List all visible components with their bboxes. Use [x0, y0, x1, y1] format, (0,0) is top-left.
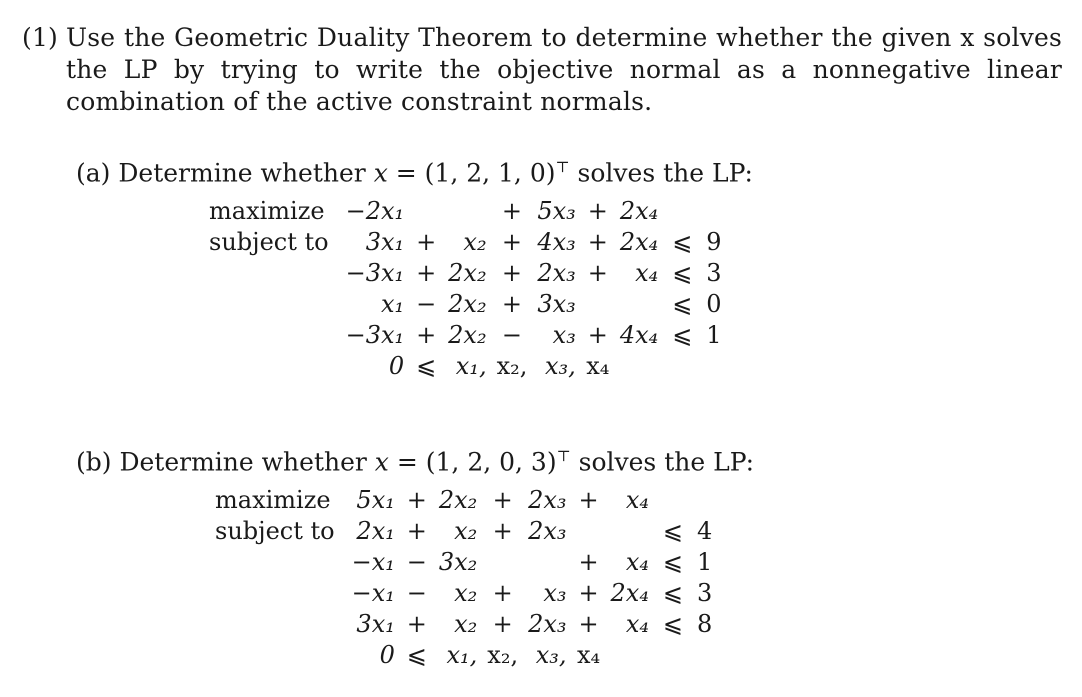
problem-number: (1)	[22, 23, 59, 52]
part-a-lp-cell: ⩽	[672, 228, 693, 256]
part-a-lp-cell	[204, 258, 341, 289]
part-a-lp-cell: 2x₂	[448, 259, 487, 287]
part-b-lp	[210, 485, 717, 671]
part-a-lp-cell: −3x₁	[345, 321, 405, 349]
part-a-lp-cell	[615, 351, 663, 382]
part-b-lp-cell: −	[406, 579, 427, 607]
part-a-lp-cell: 2x₃	[537, 259, 576, 287]
part-b-lp-cell: x₄	[625, 610, 649, 638]
part-b-suffix: solves the LP:	[578, 447, 755, 477]
part-b-lp-cell: −x₁	[351, 579, 395, 607]
part-b-lp-cell: +	[406, 486, 427, 514]
part-a-lp-cell	[663, 196, 701, 227]
part-b-lp-cell: +	[492, 579, 513, 607]
part-b-lp-cell: +	[406, 610, 427, 638]
part-a-lp-cell: +	[416, 321, 437, 349]
part-a-lp-cell: 0	[706, 290, 722, 318]
part-b-lp-cell: ⩽	[662, 610, 684, 638]
part-a-lp-row	[204, 227, 727, 258]
part-b-lp-cell: +	[492, 517, 513, 545]
part-a-lp-cell	[204, 289, 341, 320]
part-b-lp-cell: 2x₂	[438, 486, 478, 514]
part-b-lp-cell	[523, 547, 571, 578]
part-b-lp-cell	[482, 547, 523, 578]
part-b-lp-cell: x₄	[625, 486, 649, 514]
part-b-lp-cell: x₂,	[487, 641, 519, 669]
part-a-transpose: ⊤	[555, 158, 570, 176]
part-b-lp-cell: −	[406, 548, 427, 576]
part-a-lp-cell: x₄	[586, 352, 610, 380]
part-b-lp-cell	[572, 516, 606, 547]
part-b-lp-cell: +	[578, 548, 599, 576]
part-b-lp-cell: 3x₁	[356, 610, 395, 638]
part-a-prefix: Determine whether	[118, 158, 366, 188]
part-b-lp-cell: x₃	[543, 579, 567, 607]
part-b-lp-cell: x₂	[454, 579, 478, 607]
part-b-lp-cell: 1	[696, 548, 713, 576]
part-a-lp-cell: 4x₃	[537, 228, 576, 256]
part-a-lp-cell: x₁,	[455, 352, 487, 380]
part-a-lp-cell: 3x₁	[365, 228, 405, 256]
part-b-lp-cell: +	[492, 610, 513, 638]
part-a-var: x	[373, 158, 388, 188]
part-b-lp-row	[210, 640, 717, 671]
part-b-heading	[76, 441, 754, 477]
part-a-lp-cell: subject to	[209, 228, 329, 256]
part-a-lp-cell: 5x₃	[537, 197, 576, 225]
part-b-lp-cell: 2x₄	[610, 579, 649, 607]
part-b-lp-cell: x₁,	[446, 641, 478, 669]
part-a-lp-cell: maximize	[209, 197, 325, 225]
part-a-suffix: solves the LP:	[577, 158, 753, 188]
part-b-lp-cell: 8	[696, 610, 713, 638]
part-a-lp-row	[204, 258, 727, 289]
part-b-lp-cell: maximize	[215, 486, 331, 514]
part-b-lp-cell	[210, 578, 347, 609]
part-a-lp-cell: x₃,	[545, 352, 576, 380]
part-a-lp-cell: 3	[706, 259, 722, 287]
part-a-lp-cell: −2x₁	[345, 197, 405, 225]
part-a-lp-cell: x₂,	[496, 352, 528, 380]
part-b-lp-cell: +	[578, 486, 599, 514]
part-a-lp-row	[204, 320, 727, 351]
part-a-lp-cell: +	[501, 197, 523, 225]
part-b-lp-cell: +	[578, 579, 599, 607]
part-a-lp-row	[204, 289, 727, 320]
part-a-lp-cell: 1	[706, 321, 722, 349]
part-a-lp-cell: ⩽	[672, 290, 693, 318]
part-b-lp-cell	[654, 485, 692, 516]
part-a-lp-cell	[204, 320, 341, 351]
part-b-lp-cell	[210, 547, 347, 578]
part-b-transpose: ⊤	[556, 447, 571, 465]
part-a-lp-cell	[663, 351, 701, 382]
part-a-lp-cell: −	[501, 321, 523, 349]
part-b-lp-cell: −x₁	[351, 548, 395, 576]
part-a-lp-cell: +	[416, 228, 437, 256]
part-b-eq: =	[396, 447, 418, 477]
problem-statement	[22, 22, 1062, 118]
part-a-lp-cell	[581, 289, 615, 320]
part-a-heading	[76, 152, 753, 188]
part-b-lp-cell: ⩽	[662, 579, 684, 607]
part-a-lp-cell: ⩽	[672, 321, 693, 349]
part-a-lp-cell: +	[587, 197, 608, 225]
part-a-lp-cell: ⩽	[672, 259, 693, 287]
part-b-lp-cell	[210, 640, 347, 671]
part-b-lp-row	[210, 485, 717, 516]
part-a-lp-cell	[409, 196, 443, 227]
part-a-lp-cell	[204, 351, 341, 382]
part-a-lp-cell: +	[587, 228, 608, 256]
part-b-prefix: Determine whether	[119, 447, 367, 477]
part-b-lp-cell: ⩽	[662, 548, 684, 576]
part-b-lp-cell: 2x₁	[356, 517, 395, 545]
part-b-lp-cell	[210, 609, 347, 640]
part-a-lp-cell: x₃	[552, 321, 576, 349]
part-b-lp-cell	[654, 640, 692, 671]
part-a-lp-cell: 2x₂	[448, 321, 487, 349]
part-b-lp-cell: x₂	[454, 610, 478, 638]
part-b-lp-cell: +	[406, 517, 427, 545]
part-a-lp-cell: 0	[388, 352, 405, 380]
part-a-lp-cell: +	[416, 259, 437, 287]
part-b-lp-cell	[606, 516, 654, 547]
part-a-lp-table	[204, 196, 727, 382]
part-a-lp-cell: −	[416, 290, 437, 318]
part-b-lp-cell	[606, 640, 654, 671]
part-b-lp-row	[210, 516, 717, 547]
part-b-lp-row	[210, 578, 717, 609]
part-a-lp	[204, 196, 727, 382]
part-a-lp-cell	[701, 196, 726, 227]
part-a-lp-cell: 9	[706, 228, 722, 256]
part-b-label: (b)	[76, 447, 112, 477]
part-a-eq: =	[395, 158, 417, 188]
part-a-lp-cell	[443, 196, 491, 227]
part-a-lp-row	[204, 351, 727, 382]
part-b-lp-row	[210, 547, 717, 578]
part-a-lp-cell: 2x₂	[448, 290, 487, 318]
part-a-lp-cell: +	[501, 290, 523, 318]
part-a-lp-cell	[701, 351, 726, 382]
part-b-lp-cell: 2x₃	[528, 486, 567, 514]
part-a-lp-row	[204, 196, 727, 227]
problem-text: Use the Geometric Duality Theorem to determine whether the given x solves the LP by trying to write the objective normal as a nonnegative linear combination of the active constraint normals.	[66, 23, 1062, 116]
part-b-lp-cell: 2x₃	[528, 517, 567, 545]
part-b-lp-cell	[692, 485, 717, 516]
part-a-lp-cell: 2x₄	[619, 228, 659, 256]
part-a-lp-cell: 4x₄	[619, 321, 659, 349]
part-b-lp-cell: subject to	[215, 517, 335, 545]
part-b-lp-cell: x₂	[454, 517, 478, 545]
part-a-lp-cell: +	[501, 228, 523, 256]
part-a-lp-cell: +	[587, 321, 608, 349]
part-a-lp-cell	[615, 289, 663, 320]
part-b-lp-cell: 4	[696, 517, 713, 545]
part-b-lp-cell: 3x₂	[438, 548, 478, 576]
part-b-lp-cell: 2x₃	[528, 610, 567, 638]
part-b-lp-cell: x₄	[576, 641, 601, 669]
part-b-lp-row	[210, 609, 717, 640]
part-a-vector: (1, 2, 1, 0)	[424, 158, 556, 188]
part-b-lp-cell: +	[492, 486, 513, 514]
part-b-var: x	[374, 447, 389, 477]
part-b-lp-cell: 5x₁	[356, 486, 395, 514]
part-b-lp-cell: ⩽	[662, 517, 684, 545]
part-b-lp-cell: +	[578, 610, 599, 638]
part-b-lp-cell: ⩽	[406, 641, 427, 669]
part-b-lp-cell: 0	[379, 641, 395, 669]
part-b-lp-cell	[692, 640, 717, 671]
part-b-vector: (1, 2, 0, 3)	[425, 447, 557, 477]
part-a-lp-cell: x₂	[463, 228, 487, 256]
part-b-lp-table	[210, 485, 717, 671]
part-a-lp-cell: 2x₄	[619, 197, 659, 225]
part-a-lp-cell: x₁	[380, 290, 405, 318]
part-a-lp-cell: −3x₁	[345, 259, 405, 287]
part-a-lp-cell: +	[587, 259, 608, 287]
part-a-lp-cell: ⩽	[416, 352, 437, 380]
part-a-lp-cell: +	[501, 259, 523, 287]
part-a-label: (a)	[76, 158, 111, 188]
part-b-lp-cell: x₄	[625, 548, 649, 576]
part-b-lp-cell: x₃,	[535, 641, 567, 669]
part-a-lp-cell: 3x₃	[537, 290, 576, 318]
part-b-lp-cell: 3	[696, 579, 713, 607]
part-a-lp-cell: x₄	[635, 259, 659, 287]
